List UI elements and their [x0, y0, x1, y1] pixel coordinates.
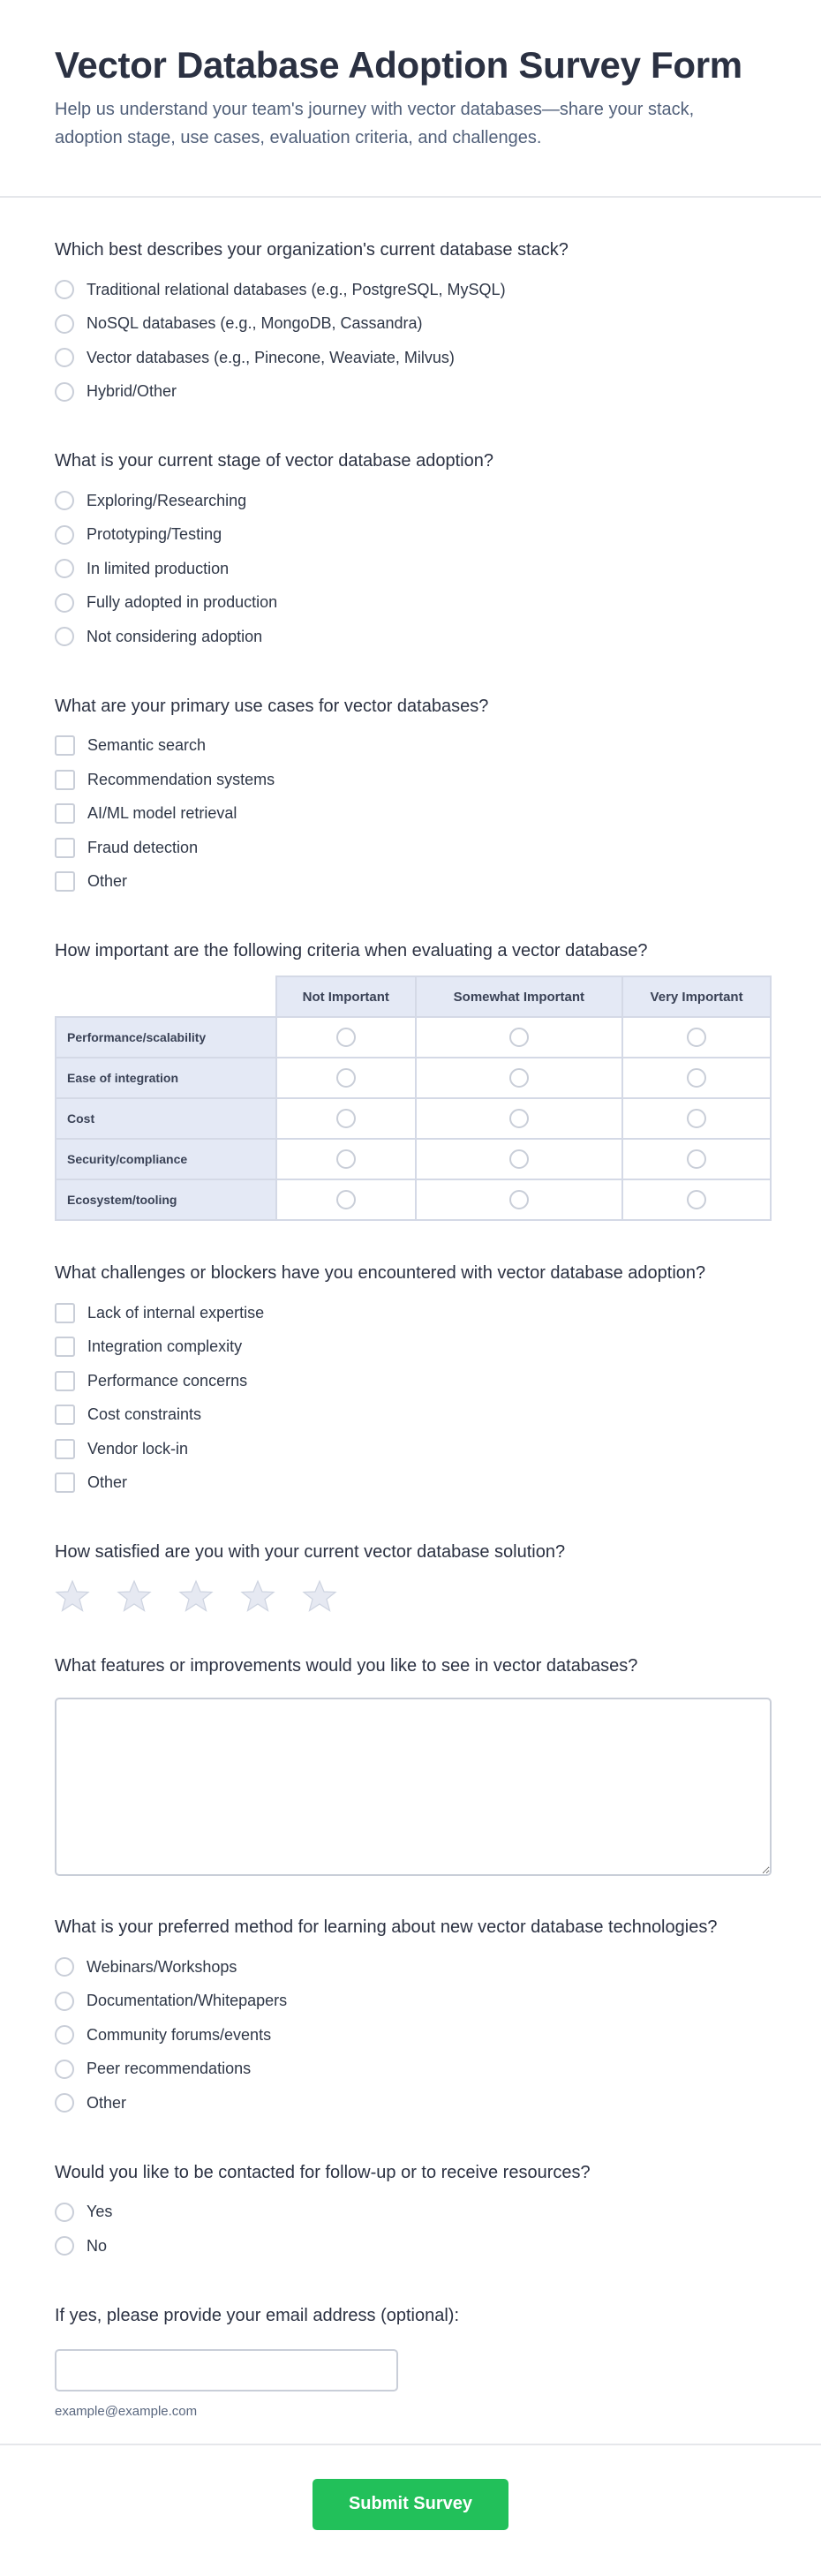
radio-button[interactable]: [55, 2025, 74, 2045]
matrix-row-label: Ecosystem/tooling: [56, 1179, 276, 1220]
option-label: Traditional relational databases (e.g., PostgreSQL, MySQL): [87, 280, 506, 298]
option-expertise[interactable]: [55, 1296, 772, 1330]
star-icon[interactable]: [178, 1578, 214, 1614]
radio-button[interactable]: [336, 1068, 356, 1088]
matrix-row: [56, 1058, 771, 1098]
radio-button[interactable]: [336, 1149, 356, 1169]
question-features: [55, 1656, 772, 1880]
form-body: [0, 240, 821, 2419]
radio-button[interactable]: [55, 2203, 74, 2222]
matrix-cell[interactable]: [416, 1179, 623, 1220]
option-prototyping[interactable]: [55, 518, 772, 553]
option-documentation[interactable]: [55, 1985, 772, 2019]
option-fraud-detection[interactable]: [55, 831, 772, 865]
radio-button[interactable]: [55, 525, 74, 545]
option-label: No: [87, 2236, 108, 2255]
matrix-row-label: Cost: [56, 1098, 276, 1139]
option-label: Fully adopted in production: [87, 593, 278, 612]
option-label: Other: [87, 1473, 128, 1492]
star-icon[interactable]: [302, 1578, 337, 1614]
question-challenges: [55, 1263, 772, 1500]
matrix-cell[interactable]: [416, 1017, 623, 1058]
option-label: Not considering adoption: [87, 627, 263, 645]
radio-button[interactable]: [55, 280, 74, 299]
matrix-cell[interactable]: [276, 1098, 416, 1139]
question-label: What are your primary use cases for vector databases?: [55, 696, 489, 716]
matrix-header-row: [56, 976, 771, 1017]
question-label: How important are the following criteria when evaluating a vector database?: [55, 941, 648, 960]
option-peer[interactable]: [55, 2053, 772, 2087]
matrix-cell[interactable]: [622, 1098, 771, 1139]
option-vendor-lockin[interactable]: [55, 1432, 772, 1466]
option-label: Recommendation systems: [87, 770, 275, 788]
option-not-considering[interactable]: [55, 620, 772, 654]
checkbox[interactable]: [55, 1371, 75, 1391]
option-relational[interactable]: [55, 273, 772, 307]
option-exploring[interactable]: [55, 484, 772, 518]
form-footer: [0, 2444, 821, 2576]
radio-button[interactable]: [55, 491, 74, 510]
radio-button[interactable]: [687, 1190, 706, 1209]
question-label: What is your preferred method for learning about new vector database technologies?: [55, 1917, 718, 1937]
radio-button[interactable]: [55, 2093, 74, 2113]
question-label: Would you like to be contacted for follow-up or to receive resources?: [55, 2162, 591, 2182]
option-label: Semantic search: [87, 736, 207, 755]
option-recommendation[interactable]: [55, 763, 772, 797]
matrix-row: [56, 1139, 771, 1179]
radio-button[interactable]: [687, 1028, 706, 1047]
checkbox[interactable]: [55, 871, 75, 892]
checkbox[interactable]: [55, 1473, 75, 1493]
option-label: NoSQL databases (e.g., MongoDB, Cassandra): [87, 314, 423, 333]
option-other[interactable]: [55, 1466, 772, 1501]
option-label: Yes: [87, 2203, 113, 2221]
option-label: Webinars/Workshops: [87, 1957, 237, 1976]
star-rating: [55, 1578, 772, 1614]
criteria-matrix: [55, 975, 772, 1221]
radio-button[interactable]: [336, 1028, 356, 1047]
radio-button[interactable]: [55, 314, 74, 334]
option-limited-production[interactable]: [55, 552, 772, 586]
option-label: Performance concerns: [87, 1371, 248, 1390]
checkbox[interactable]: [55, 1337, 75, 1357]
radio-button[interactable]: [55, 382, 74, 402]
option-fully-adopted[interactable]: [55, 586, 772, 621]
email-input[interactable]: [55, 2349, 398, 2391]
star-icon[interactable]: [240, 1578, 275, 1614]
question-adoption-stage: [55, 451, 772, 654]
option-yes[interactable]: [55, 2196, 772, 2230]
radio-button[interactable]: [55, 348, 74, 367]
radio-button[interactable]: [55, 593, 74, 613]
option-label: Other: [87, 872, 128, 891]
option-label: Community forums/events: [87, 2025, 272, 2044]
option-label: Cost constraints: [87, 1405, 202, 1424]
radio-button[interactable]: [687, 1109, 706, 1128]
radio-button[interactable]: [509, 1028, 529, 1047]
question-contact: [55, 2163, 772, 2263]
question-criteria-matrix: [55, 941, 772, 1221]
option-semantic-search[interactable]: [55, 729, 772, 764]
option-other[interactable]: [55, 865, 772, 900]
page-subtitle: Help us understand your team's journey with vector databases—share your stack, adoption stage, use cases, evaluation criteria, and challenges.: [55, 100, 695, 147]
question-learning-method: [55, 1917, 772, 2120]
question-use-cases: [55, 697, 772, 900]
option-label: Lack of internal expertise: [87, 1303, 265, 1322]
option-hybrid[interactable]: [55, 375, 772, 410]
question-label: What features or improvements would you like to see in vector databases?: [55, 1656, 638, 1676]
matrix-cell[interactable]: [622, 1179, 771, 1220]
question-label: Which best describes your organization's current database stack?: [55, 240, 569, 260]
radio-button[interactable]: [55, 627, 74, 646]
matrix-row-label: Ease of integration: [56, 1058, 276, 1098]
checkbox[interactable]: [55, 803, 75, 824]
matrix-cell[interactable]: [622, 1139, 771, 1179]
matrix-cell[interactable]: [276, 1139, 416, 1179]
option-label: Peer recommendations: [87, 2060, 252, 2078]
question-email: [55, 2306, 772, 2419]
option-no[interactable]: [55, 2229, 772, 2263]
radio-button[interactable]: [687, 1068, 706, 1088]
checkbox[interactable]: [55, 1405, 75, 1425]
option-label: Vector databases (e.g., Pinecone, Weaviate, Milvus): [87, 348, 455, 366]
matrix-corner: [56, 976, 276, 1017]
option-other[interactable]: [55, 2086, 772, 2120]
radio-button[interactable]: [336, 1109, 356, 1128]
option-label: AI/ML model retrieval: [87, 804, 237, 823]
radio-button[interactable]: [509, 1149, 529, 1169]
question-label: What challenges or blockers have you encountered with vector database adoption?: [55, 1263, 706, 1283]
matrix-column-header: Not Important: [276, 976, 416, 1017]
question-database-stack: [55, 240, 772, 409]
matrix-cell[interactable]: [622, 1017, 771, 1058]
matrix-column-header: Very Important: [622, 976, 771, 1017]
option-label: Vendor lock-in: [87, 1439, 189, 1457]
matrix-row: [56, 1179, 771, 1220]
option-label: Exploring/Researching: [87, 491, 247, 509]
star-icon[interactable]: [117, 1578, 152, 1614]
matrix-column-header: Somewhat Important: [416, 976, 623, 1017]
matrix-cell[interactable]: [416, 1098, 623, 1139]
matrix-row-label: Security/compliance: [56, 1139, 276, 1179]
option-webinars[interactable]: [55, 1950, 772, 1985]
checkbox[interactable]: [55, 1303, 75, 1323]
option-performance[interactable]: [55, 1364, 772, 1398]
email-hint: example@example.com: [55, 2403, 198, 2419]
option-label: Prototyping/Testing: [87, 525, 222, 544]
matrix-cell[interactable]: [276, 1017, 416, 1058]
matrix-row-label: Performance/scalability: [56, 1017, 276, 1058]
option-community[interactable]: [55, 2018, 772, 2053]
form-header: [0, 0, 821, 198]
question-label: What is your current stage of vector database adoption?: [55, 451, 493, 471]
radio-button[interactable]: [55, 1992, 74, 2011]
option-label: Documentation/Whitepapers: [87, 1992, 288, 2010]
matrix-cell[interactable]: [276, 1058, 416, 1098]
radio-button[interactable]: [687, 1149, 706, 1169]
page-title: Vector Database Adoption Survey Form: [55, 44, 742, 86]
checkbox[interactable]: [55, 1439, 75, 1459]
matrix-cell[interactable]: [416, 1139, 623, 1179]
question-satisfaction: [55, 1542, 772, 1614]
features-textarea[interactable]: [55, 1698, 772, 1876]
option-nosql[interactable]: [55, 307, 772, 342]
question-label: How satisfied are you with your current vector database solution?: [55, 1542, 566, 1562]
checkbox[interactable]: [55, 838, 75, 858]
option-ml-retrieval[interactable]: [55, 797, 772, 832]
radio-button[interactable]: [336, 1190, 356, 1209]
radio-button[interactable]: [509, 1190, 529, 1209]
option-label: Hybrid/Other: [87, 382, 177, 401]
option-cost[interactable]: [55, 1398, 772, 1433]
option-label: Other: [87, 2093, 127, 2112]
question-label: If yes, please provide your email address (optional):: [55, 2305, 460, 2325]
option-label: Fraud detection: [87, 838, 199, 856]
option-integration[interactable]: [55, 1330, 772, 1365]
checkbox[interactable]: [55, 735, 75, 756]
matrix-row: [56, 1098, 771, 1139]
matrix-cell[interactable]: [622, 1058, 771, 1098]
radio-button[interactable]: [509, 1068, 529, 1088]
radio-button[interactable]: [55, 2060, 74, 2079]
checkbox[interactable]: [55, 770, 75, 790]
radio-button[interactable]: [55, 1957, 74, 1977]
option-label: In limited production: [87, 559, 230, 577]
radio-button[interactable]: [55, 559, 74, 578]
radio-button[interactable]: [55, 2236, 74, 2256]
option-label: Integration complexity: [87, 1337, 243, 1356]
matrix-row: [56, 1017, 771, 1058]
matrix-cell[interactable]: [276, 1179, 416, 1220]
option-vector[interactable]: [55, 341, 772, 375]
star-icon[interactable]: [55, 1578, 90, 1614]
radio-button[interactable]: [509, 1109, 529, 1128]
submit-button[interactable]: Submit Survey: [313, 2479, 508, 2530]
matrix-cell[interactable]: [416, 1058, 623, 1098]
